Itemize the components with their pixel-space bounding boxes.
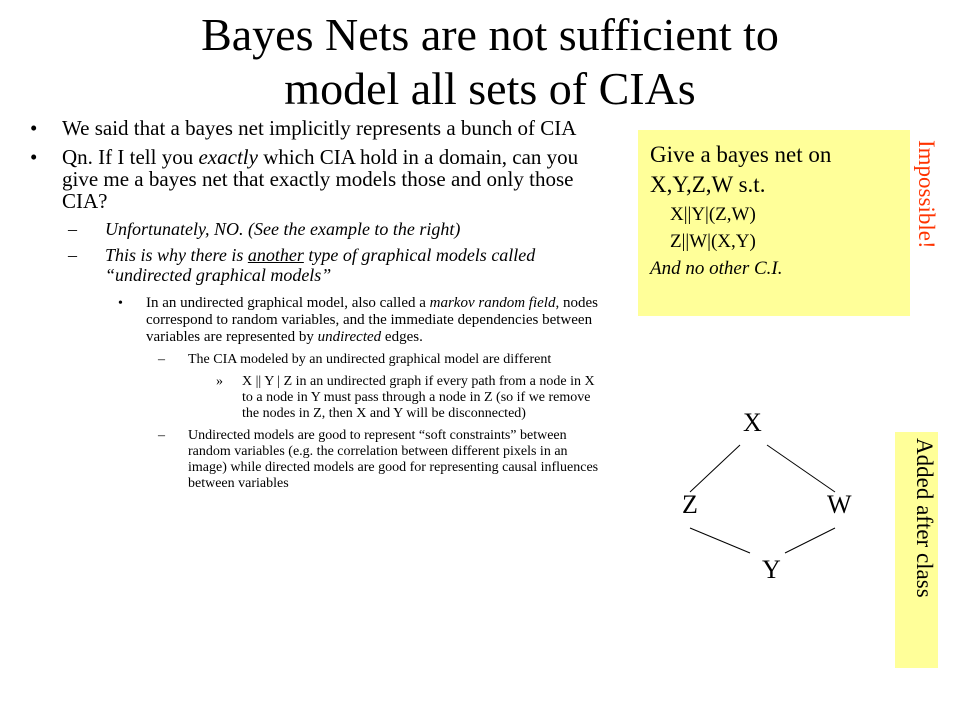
bullet-emphasis: exactly: [198, 145, 258, 169]
level5-text: X || Y | Z in an undirected graph if every path from a node in X to a node in Y must pass through a node in Z (so if we remove the nodes in Z, then X and Y will be disconnected): [242, 374, 595, 421]
example-question-box: [638, 130, 910, 316]
box-ci-2: Z||W|(X,Y): [670, 231, 756, 252]
dash-marker: –: [68, 219, 77, 239]
level3-bullet-item: [30, 295, 600, 346]
box-line-3: And no other C.I.: [650, 258, 783, 279]
title-line-1: Bayes Nets are not sufficient to: [201, 9, 779, 60]
edge-x-w: [767, 445, 835, 492]
slide-title: [100, 8, 880, 116]
bullet-item: [30, 117, 600, 139]
sub-bullet-text: type of graphical models called “undirected graphical models”: [105, 245, 536, 285]
edge-w-y: [785, 528, 835, 553]
dash-marker: –: [158, 428, 165, 443]
bullet-marker: •: [30, 116, 38, 140]
bullet-text: Qn. If I tell you: [62, 145, 199, 169]
node-w: W: [827, 490, 852, 519]
sub-bullet-text: This is why there is: [105, 245, 248, 265]
sub-bullet-item: [30, 219, 600, 239]
sub-bullet-text: Unfortunately, NO. (See the example to the right): [105, 219, 461, 239]
bullet-text: We said that a bayes net implicitly represents a bunch of CIA: [62, 116, 577, 140]
bullet-marker: •: [30, 145, 38, 169]
underlined-word: another: [247, 245, 304, 265]
impossible-label: Impossible!: [914, 140, 939, 249]
level4-bullet-item: [30, 352, 600, 368]
level3-text: In an undirected graphical model, also called a: [146, 295, 430, 311]
node-y: Y: [762, 555, 781, 584]
node-x: X: [743, 408, 762, 437]
box-ci-1: X||Y|(Z,W): [670, 204, 756, 225]
level4-text: The CIA modeled by an undirected graphical model are different: [188, 352, 552, 367]
box-line-2: X,Y,Z,W s.t.: [650, 172, 766, 197]
edge-x-z: [690, 445, 740, 492]
dash-marker: –: [68, 245, 77, 265]
title-line-2: model all sets of CIAs: [284, 63, 696, 114]
bullet-marker: •: [118, 296, 123, 311]
level4-text: Undirected models are good to represent “soft constraints” between random variables (e.g. the correlation between different pixels in an image) while directed models are good for representing causal influences between variables: [188, 428, 599, 491]
chevron-marker: »: [216, 374, 223, 389]
node-z: Z: [682, 490, 698, 519]
level4-bullet-item: [30, 428, 600, 492]
level3-emphasis: markov random field: [429, 295, 556, 311]
level5-bullet-item: [30, 374, 600, 422]
box-line-1: Give a bayes net on: [650, 142, 832, 167]
sub-bullet-item: [30, 245, 600, 285]
added-after-class-label: Added after class: [895, 432, 938, 668]
level3-text: , nodes correspond to random variables, and the immediate dependencies between variables are represented by: [146, 295, 598, 345]
bullet-text: which CIA hold in a domain, can you give me a bayes net that exactly models those and only those CIA?: [62, 145, 579, 213]
level3-emphasis: undirected: [317, 329, 382, 345]
bullet-list: [30, 117, 600, 498]
level3-text: edges.: [381, 329, 423, 345]
bullet-item: [30, 146, 600, 212]
edge-z-y: [690, 528, 750, 553]
dash-marker: –: [158, 352, 165, 367]
